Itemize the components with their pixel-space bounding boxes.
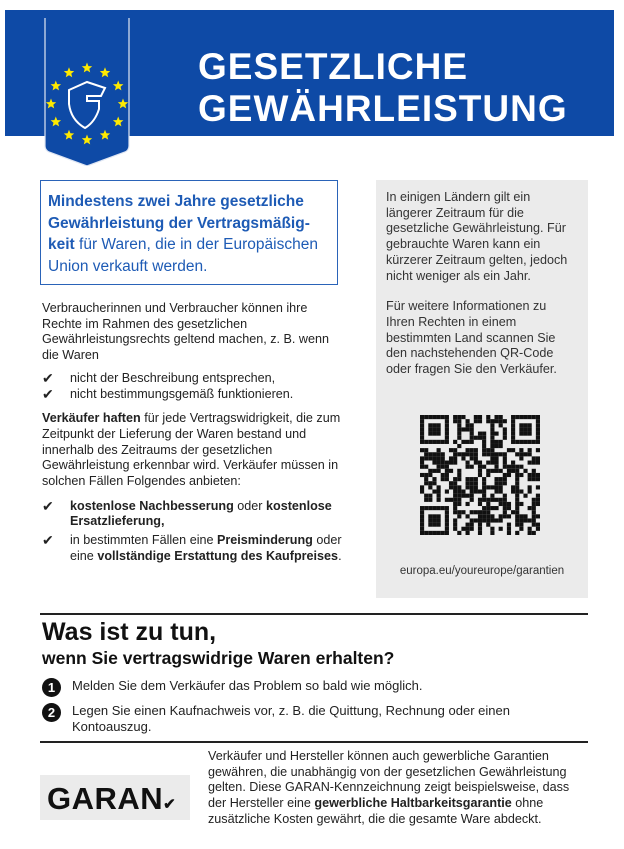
page-title [198, 46, 568, 130]
check-icon: ✔︎ [163, 796, 177, 813]
eu-shield-logo [43, 18, 131, 166]
remedy-bold: kostenlose Ersatzlieferung, [70, 498, 332, 529]
rights-text: Verbraucherinnen und Verbraucher können ihre Rechte im Rahmen des gesetzlichen Gewährleistungsrechts geltend machen, z. B. wenn die Waren [42, 301, 330, 363]
remedy-text: . [338, 548, 342, 563]
remedy-text: in bestimmten Fällen eine [70, 533, 217, 548]
intro-bold: Mindestens zwei Jahre gesetzliche Gewährleistung der Vertragsmäßigkeit [48, 193, 310, 253]
list-item-text: nicht der Beschreibung entsprechen, [70, 370, 276, 385]
check-icon: ✔︎ [42, 497, 54, 514]
sidebar-text-1: In einigen Ländern gilt ein längerer Zeitraum für die gesetzliche Gewährleistung. Für gebrauchte Waren kann ein kürzerer Zeitraum gelten, jedoch nicht weniger als ein Jahr. [386, 190, 568, 283]
check-icon: ✔︎ [42, 369, 54, 386]
step-number-icon: 2 [42, 703, 61, 722]
remedy-2 [70, 533, 342, 564]
liability-rest: für jede Vertragswidrigkeit, die zum Zeitpunkt der Lieferung der Waren bestand und innerhalb des Zeitraums der gesetzlichen Gewährleistung erkennbar wird. Verkäufer müssen in solchen Fällen Folgendes anbieten: [42, 411, 341, 489]
garan-logo-text: GARAN [47, 781, 164, 816]
title-line-1: GESETZLICHE [198, 46, 469, 87]
section-subheading: wenn Sie vertragswidrige Waren erhalten? [42, 648, 395, 668]
liability-text [42, 411, 342, 490]
list-item [42, 533, 342, 564]
remedy-1 [70, 499, 342, 530]
liability-bold: Verkäufer haften [42, 411, 141, 426]
list-item [42, 387, 342, 403]
remedy-text: oder [233, 498, 266, 513]
garan-text-1: Verkäufer und Hersteller können auch gewerbliche Garantien gewähren, die unabhängig von der gesetzlichen Gewährleistung gelten. Diese GARAN-Kennzeichnung zeigt beispielsweise, dass der Hersteller eine [208, 749, 570, 811]
remedy-bold: vollständige Erstattung des Kaufpreises [97, 548, 339, 563]
qr-code[interactable] [420, 415, 540, 535]
garan-logo [40, 775, 190, 820]
remedy-text: oder eine [70, 533, 342, 563]
garan-bold: gewerbliche Haltbarkeitsgarantie [314, 796, 512, 811]
remedy-bold: Preisminderung [217, 533, 313, 548]
list-item [42, 499, 342, 530]
intro-text: für Waren, die in der Europäischen Union verkauft werden. [48, 236, 318, 275]
list-item [42, 371, 342, 387]
remedy-bold: kostenlose Nachbesserung [70, 498, 234, 513]
sidebar-text-2: Für weitere Informationen zu Ihren Rechten in einem bestimmten Land scannen Sie den nachstehenden QR-Code oder fragen Sie den Verkäufer. [386, 299, 557, 377]
garan-text [208, 749, 588, 828]
step-text: Melden Sie dem Verkäufer das Problem so bald wie möglich. [72, 678, 423, 693]
rights-section [42, 301, 342, 565]
step-item [42, 703, 562, 735]
info-url[interactable]: europa.eu/youreurope/garantien [399, 565, 565, 577]
step-item [42, 678, 562, 697]
divider [40, 613, 588, 615]
check-icon: ✔︎ [42, 385, 54, 402]
list-item-text: nicht bestimmungsgemäß funktionieren. [70, 386, 294, 401]
step-number-icon: 1 [42, 678, 61, 697]
garan-text-2: ohne zusätzliche Kosten gewährt, die die gesamte Ware abdeckt. [208, 796, 544, 826]
divider [40, 741, 588, 743]
title-line-2: GEWÄHRLEISTUNG [198, 88, 568, 129]
section-heading: Was ist zu tun, [42, 618, 217, 646]
info-sidebar [376, 180, 588, 598]
check-icon: ✔︎ [42, 532, 54, 549]
intro-box [40, 180, 338, 285]
step-text: Legen Sie einen Kaufnachweis vor, z. B. die Quittung, Rechnung oder einen Kontoauszug. [72, 703, 510, 734]
header-banner [5, 10, 614, 136]
